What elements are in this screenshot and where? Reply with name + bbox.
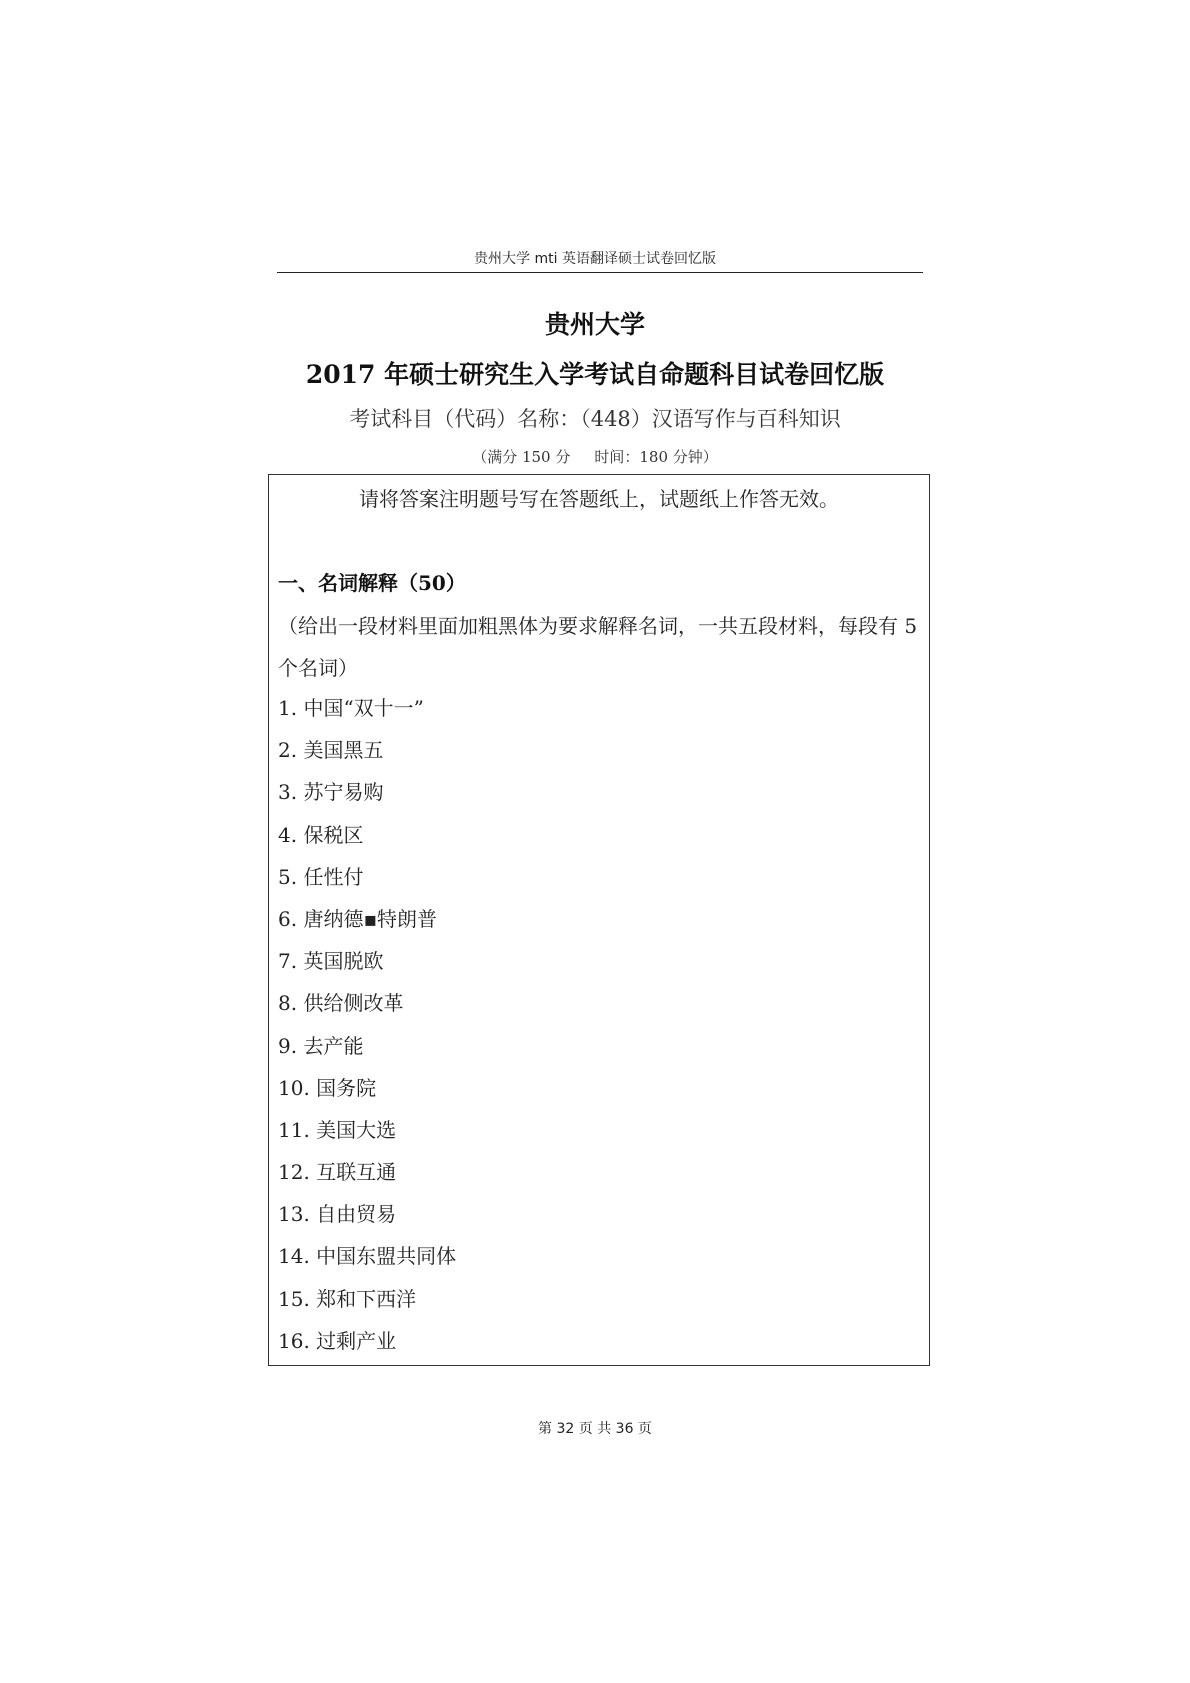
exam-title: 2017 年硕士研究生入学考试自命题科目试卷回忆版 bbox=[305, 360, 885, 389]
term-item: 6. 唐纳德▪特朗普 bbox=[278, 906, 437, 931]
full-score-text: （满分 150 分 bbox=[472, 448, 571, 466]
score-time-line bbox=[0, 446, 1190, 467]
term-item: 11. 美国大选 bbox=[278, 1117, 397, 1142]
term-item: 9. 去产能 bbox=[278, 1033, 364, 1058]
term-item: 14. 中国东盟共同体 bbox=[278, 1244, 457, 1269]
term-item: 7. 英国脱欧 bbox=[278, 949, 384, 974]
section-heading: 一、名词解释（50） bbox=[278, 571, 466, 595]
term-item: 3. 苏宁易购 bbox=[278, 780, 384, 805]
university-title: 贵州大学 bbox=[544, 310, 645, 339]
term-item: 8. 供给侧改革 bbox=[278, 991, 404, 1016]
term-item: 10. 国务院 bbox=[278, 1075, 377, 1100]
term-item: 5. 任性付 bbox=[278, 864, 364, 889]
page-number: 第 32 页 共 36 页 bbox=[538, 1421, 652, 1437]
term-item: 1. 中国“双十一” bbox=[278, 696, 424, 720]
question-box bbox=[268, 474, 930, 1366]
term-item: 12. 互联互通 bbox=[278, 1160, 397, 1185]
term-item: 16. 过剩产业 bbox=[278, 1328, 397, 1353]
subject-line: 考试科目（代码）名称：（448）汉语写作与百科知识 bbox=[349, 407, 841, 431]
answer-instruction: 请将答案注明题号写在答题纸上，试题纸上作答无效。 bbox=[359, 487, 839, 511]
term-item: 13. 自由贸易 bbox=[278, 1202, 397, 1227]
section-note: （给出一段材料里面加粗黑体为要求解释名词，一共五段材料，每段有 5 个名词） bbox=[278, 614, 918, 680]
running-header: 贵州大学 mti 英语翻译硕士试卷回忆版 bbox=[474, 251, 716, 267]
header-rule bbox=[277, 272, 923, 273]
exam-time-text: 时间：180 分钟） bbox=[594, 448, 718, 466]
term-item: 4. 保税区 bbox=[278, 822, 364, 847]
term-item: 15. 郑和下西洋 bbox=[278, 1286, 417, 1311]
term-item: 2. 美国黑五 bbox=[278, 738, 384, 763]
term-list bbox=[278, 687, 456, 1362]
